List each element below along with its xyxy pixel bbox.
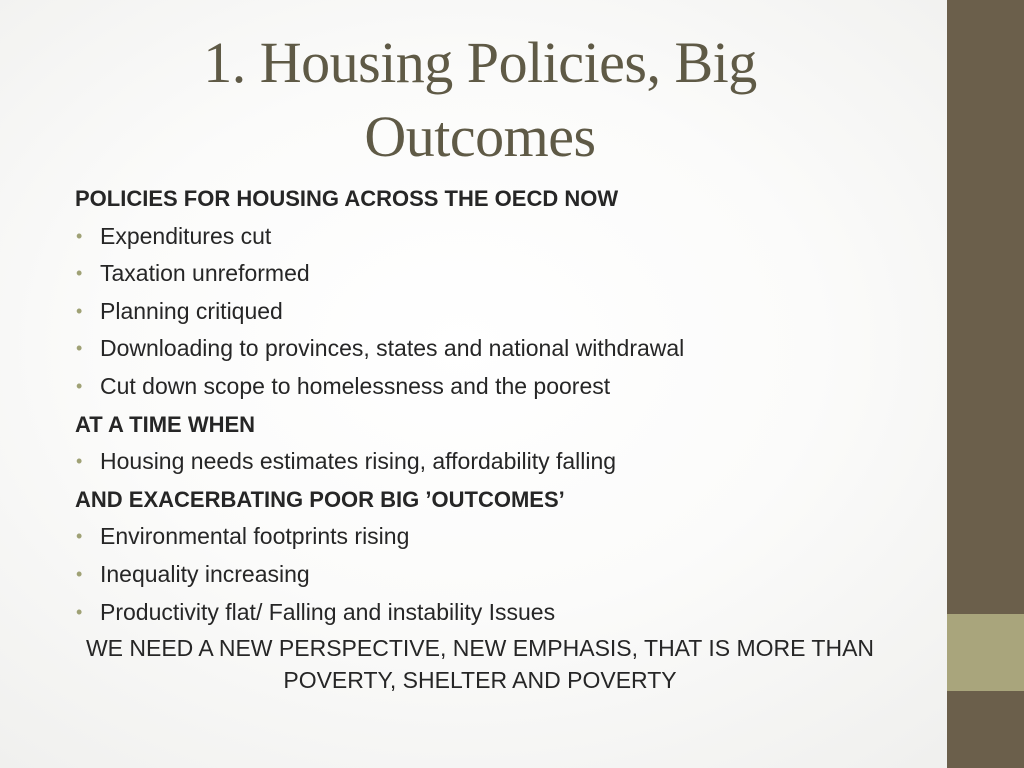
bullet-text: Downloading to provinces, states and national withdrawal [100, 335, 685, 362]
bullet-item [75, 594, 915, 632]
bullet-text: Inequality increasing [100, 560, 310, 587]
bullet-icon: • [76, 601, 83, 622]
bullet-icon: • [76, 451, 83, 472]
section-heading-text: AT A TIME WHEN [75, 411, 256, 437]
bullet-icon: • [76, 375, 83, 396]
section-heading-text: AND EXACERBATING POOR BIG ’OUTCOMES’ [75, 486, 565, 512]
section-heading [75, 406, 915, 444]
bullet-icon: • [76, 263, 83, 284]
bullet-item [75, 556, 915, 594]
bullet-item [75, 218, 915, 256]
slide-title [80, 26, 880, 174]
closing-line-2: POVERTY, SHELTER AND POVERTY [283, 667, 677, 693]
bullet-text: Productivity flat/ Falling and instability Issues [100, 598, 556, 625]
bullet-icon: • [76, 563, 83, 584]
bullet-text: Planning critiqued [100, 297, 283, 324]
closing-statement [55, 632, 905, 696]
bullet-icon: • [76, 526, 83, 547]
section-heading-text: POLICIES FOR HOUSING ACROSS THE OECD NOW [75, 186, 619, 211]
section-heading [75, 481, 915, 519]
bullet-text: Taxation unreformed [100, 260, 310, 287]
slide-body [75, 180, 915, 631]
bullet-icon: • [76, 338, 83, 359]
bullet-item [75, 518, 915, 556]
closing-line-1: WE NEED A NEW PERSPECTIVE, NEW EMPHASIS, THAT IS MORE THAN [85, 635, 875, 661]
bullet-text: Housing needs estimates rising, affordability falling [100, 448, 617, 475]
bullet-item [75, 443, 915, 481]
bullet-item [75, 368, 915, 406]
slide-title-line-1: 1. Housing Policies, Big [203, 30, 757, 95]
section-heading [75, 180, 915, 218]
bullet-text: Cut down scope to homelessness and the poorest [100, 372, 611, 399]
side-accent-block [947, 614, 1024, 691]
bullet-text: Expenditures cut [100, 222, 272, 249]
slide-title-line-2: Outcomes [364, 104, 596, 169]
bullet-item [75, 330, 915, 368]
bullet-icon: • [76, 225, 83, 246]
bullet-text: Environmental footprints rising [100, 523, 410, 550]
bullet-item [75, 293, 915, 331]
bullet-item [75, 255, 915, 293]
bullet-icon: • [76, 300, 83, 321]
